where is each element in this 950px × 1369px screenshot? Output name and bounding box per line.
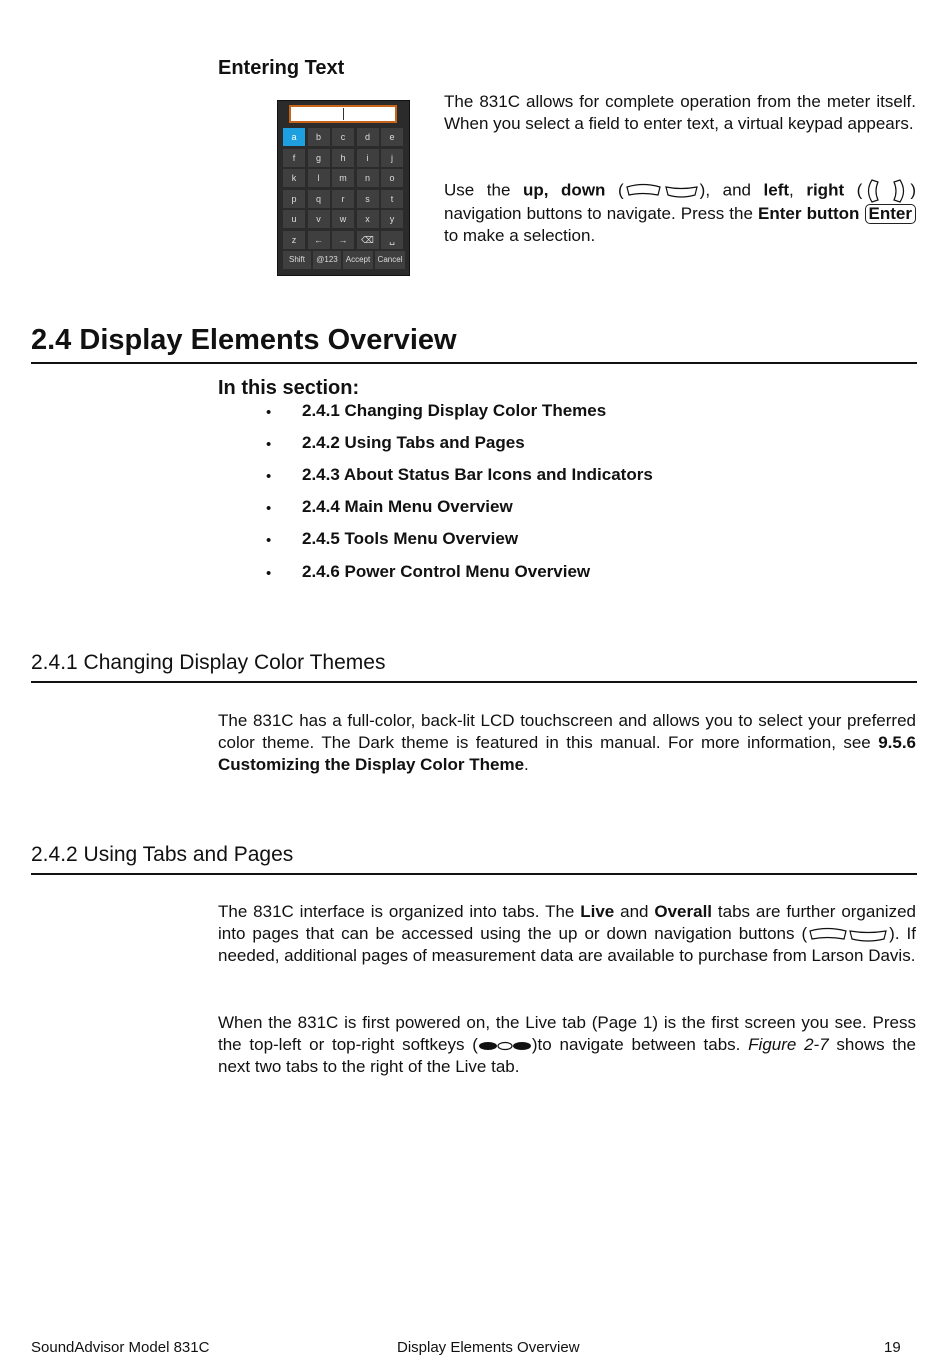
keypad-key[interactable]: c xyxy=(332,128,354,146)
keypad-key[interactable]: f xyxy=(283,149,305,167)
keypad-key[interactable]: j xyxy=(381,149,403,167)
keypad-key[interactable]: ← xyxy=(308,231,330,249)
keypad-key[interactable]: w xyxy=(332,210,354,228)
in-this-section-heading: In this section: xyxy=(218,377,360,399)
keypad-key[interactable]: m xyxy=(332,169,354,187)
keypad-text-field xyxy=(289,105,397,123)
keypad-key[interactable]: b xyxy=(308,128,330,146)
bullet: • xyxy=(266,436,272,453)
keypad-key[interactable]: s xyxy=(357,190,379,208)
keypad-123-key[interactable]: @123 xyxy=(313,251,341,269)
keypad-key[interactable]: r xyxy=(332,190,354,208)
keypad-key[interactable]: a xyxy=(283,128,305,146)
keypad-key[interactable]: q xyxy=(308,190,330,208)
toc-link-2-4-3[interactable]: 2.4.3 About Status Bar Icons and Indicators xyxy=(302,465,653,484)
toc-link-2-4-6[interactable]: 2.4.6 Power Control Menu Overview xyxy=(302,562,591,581)
keypad-key[interactable]: x xyxy=(357,210,379,228)
toc-link-2-4-5[interactable]: 2.4.5 Tools Menu Overview xyxy=(302,529,519,548)
toc-link-2-4-4[interactable]: 2.4.4 Main Menu Overview xyxy=(302,497,513,516)
enter-button-icon: Enter xyxy=(865,204,916,224)
keypad-key[interactable]: g xyxy=(308,149,330,167)
subsection-2-4-2-title: 2.4.2 Using Tabs and Pages xyxy=(31,843,294,866)
keypad-key[interactable]: ␣ xyxy=(381,231,403,249)
keypad-cancel-key[interactable]: Cancel xyxy=(375,251,405,269)
toc-link-2-4-1[interactable]: 2.4.1 Changing Display Color Themes xyxy=(302,401,607,420)
keypad-accept-key[interactable]: Accept xyxy=(343,251,373,269)
virtual-keypad-figure xyxy=(277,100,410,276)
keypad-key[interactable]: z xyxy=(283,231,305,249)
section-rule xyxy=(31,362,917,364)
keypad-shift-key[interactable]: Shift xyxy=(283,251,311,269)
entering-text-heading: Entering Text xyxy=(218,57,345,79)
keypad-key[interactable]: e xyxy=(381,128,403,146)
keypad-key[interactable]: l xyxy=(308,169,330,187)
keypad-key[interactable]: k xyxy=(283,169,305,187)
keypad-key[interactable]: t xyxy=(381,190,403,208)
entering-text-paragraph-1: The 831C allows for complete operation from the meter itself. When you select a field to enter text, a virtual keypad appears. xyxy=(444,92,916,133)
keypad-key[interactable]: i xyxy=(357,149,379,167)
keypad-key[interactable]: p xyxy=(283,190,305,208)
cross-reference-link[interactable]: 9.5.6 Customizing the Display Color Theme xyxy=(218,733,916,774)
subsection-2-4-1-title: 2.4.1 Changing Display Color Themes xyxy=(31,651,386,674)
footer-page-number: 19 xyxy=(884,1339,901,1356)
keypad-key[interactable]: ⌫ xyxy=(357,231,379,249)
subsection-2-4-2-paragraph-1: The 831C interface is organized into tabs. The Live and Overall tabs are further organized into pages that can be accessed using the up or down navigation buttons ( ). If needed, additional pages of measurement data are available to purchase from Larson Davis. xyxy=(218,902,916,965)
keypad-key[interactable]: h xyxy=(332,149,354,167)
subsection-2-4-1-paragraph: The 831C has a full-color, back-lit LCD touchscreen and allows you to select your preferred color theme. The Dark theme is featured in this manual. For more information, see 9.5.6 Customizing the Display Color Theme. xyxy=(218,711,916,774)
softkeys-icon xyxy=(478,1039,532,1053)
keypad-key[interactable]: n xyxy=(357,169,379,187)
subsection-rule xyxy=(31,681,917,683)
bullet: • xyxy=(266,565,272,582)
subsection-2-4-2-paragraph-2: When the 831C is first powered on, the Live tab (Page 1) is the first screen you see. Press the top-left or top-right softkeys ( )to navigate between tabs. Figure 2-7 shows the next two tabs to the right of the Live tab. xyxy=(218,1013,917,1076)
up-down-buttons-icon xyxy=(807,927,889,943)
toc-link-2-4-2[interactable]: 2.4.2 Using Tabs and Pages xyxy=(302,433,525,452)
left-right-buttons-icon xyxy=(862,179,910,203)
bullet: • xyxy=(266,468,272,485)
up-down-buttons-icon xyxy=(624,183,700,199)
bullet: • xyxy=(266,404,272,421)
bullet: • xyxy=(266,500,272,517)
footer-product: SoundAdvisor Model 831C xyxy=(31,1339,210,1356)
footer-section: Display Elements Overview xyxy=(397,1339,580,1356)
keypad-key[interactable]: v xyxy=(308,210,330,228)
bullet: • xyxy=(266,532,272,549)
keypad-key[interactable]: y xyxy=(381,210,403,228)
section-title: 2.4 Display Elements Overview xyxy=(31,324,457,356)
subsection-rule xyxy=(31,873,917,875)
entering-text-paragraph-2: Use the up, down ( ), and left, right ( ) navigation buttons to navigate. Press the Enter button Enter to make a selection. xyxy=(444,180,917,245)
keypad-key[interactable]: d xyxy=(357,128,379,146)
keypad-key[interactable]: u xyxy=(283,210,305,228)
keypad-key[interactable]: o xyxy=(381,169,403,187)
keypad-key[interactable]: → xyxy=(332,231,354,249)
